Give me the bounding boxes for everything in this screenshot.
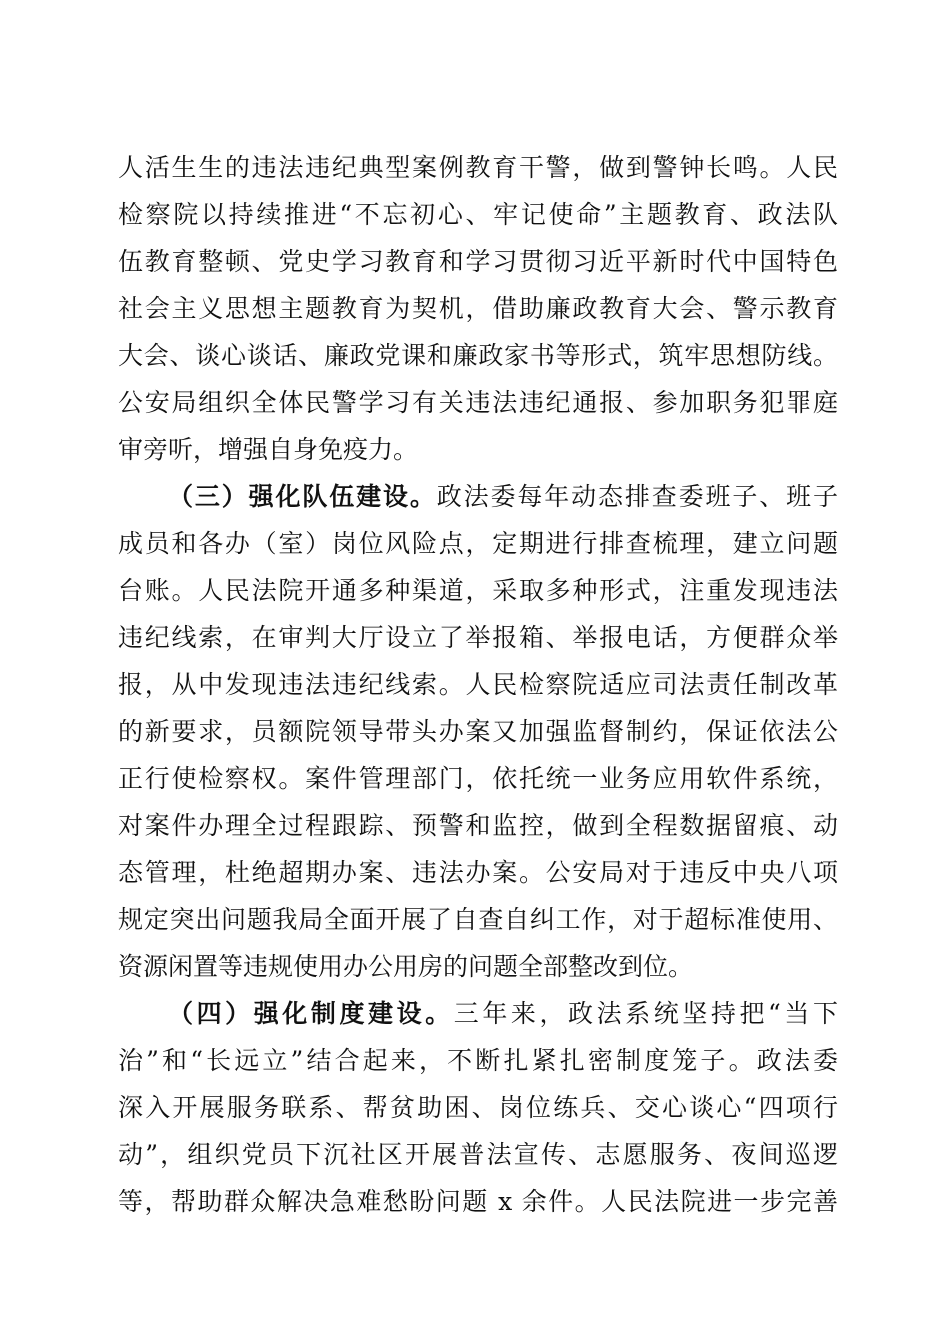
body-line: 成员和各办（室）岗位风险点，定期进行排查梳理，建立问题 — [118, 529, 838, 558]
body-line: 伍教育整顿、党史学习教育和学习贯彻习近平新时代中国特色 — [118, 247, 838, 276]
body-line: 大会、谈心谈话、廉政党课和廉政家书等形式，筑牢思想防线。 — [118, 341, 838, 370]
body-line: 报，从中发现违法违纪线索。人民检察院适应司法责任制改革 — [118, 670, 838, 699]
body-line: 公安局组织全体民警学习有关违法违纪通报、参加职务犯罪庭 — [118, 388, 838, 417]
body-line: 资源闲置等违规使用办公用房的问题全部整改到位。 — [118, 952, 694, 981]
body-line: 规定突出问题我局全面开展了自查自纠工作，对于超标准使用、 — [118, 905, 838, 934]
body-line: 社会主义思想主题教育为契机，借助廉政教育大会、警示教育 — [118, 294, 838, 323]
body-line: 态管理，杜绝超期办案、违法办案。公安局对于违反中央八项 — [118, 858, 838, 887]
body-line: 等，帮助群众解决急难愁盼问题 x 余件。人民法院进一步完善 — [118, 1187, 838, 1216]
body-text: 三年来，政法系统坚持把“当下 — [453, 999, 838, 1028]
body-line: 深入开展服务联系、帮贫助困、岗位练兵、交心谈心“四项行 — [118, 1093, 838, 1122]
body-line: 违纪线索，在审判大厅设立了举报箱、举报电话，方便群众举 — [118, 623, 838, 652]
section-heading-line — [118, 990, 838, 1037]
body-line: 台账。人民法院开通多种渠道，采取多种形式，注重发现违法 — [118, 576, 838, 605]
body-line: 对案件办理全过程跟踪、预警和监控，做到全程数据留痕、动 — [118, 811, 838, 840]
body-line: 人活生生的违法违纪典型案例教育干警，做到警钟长鸣。人民 — [118, 153, 838, 182]
section-heading: （四）强化制度建设。 — [168, 999, 454, 1028]
body-line: 治”和“长远立”结合起来，不断扎紧扎密制度笼子。政法委 — [118, 1046, 838, 1075]
section-heading-line — [118, 473, 838, 520]
section-heading: （三）强化队伍建设。 — [168, 482, 437, 511]
body-line: 的新要求，员额院领导带头办案又加强监督制约，保证依法公 — [118, 717, 838, 746]
body-line: 检察院以持续推进“不忘初心、牢记使命”主题教育、政法队 — [118, 200, 838, 229]
body-text: 政法委每年动态排查委班子、班子 — [436, 482, 838, 511]
body-line: 动”，组织党员下沉社区开展普法宣传、志愿服务、夜间巡逻 — [118, 1140, 838, 1169]
body-line: 审旁听，增强自身免疫力。 — [118, 435, 419, 464]
document-body — [118, 144, 838, 1225]
body-line: 正行使检察权。案件管理部门，依托统一业务应用软件系统， — [118, 764, 838, 793]
